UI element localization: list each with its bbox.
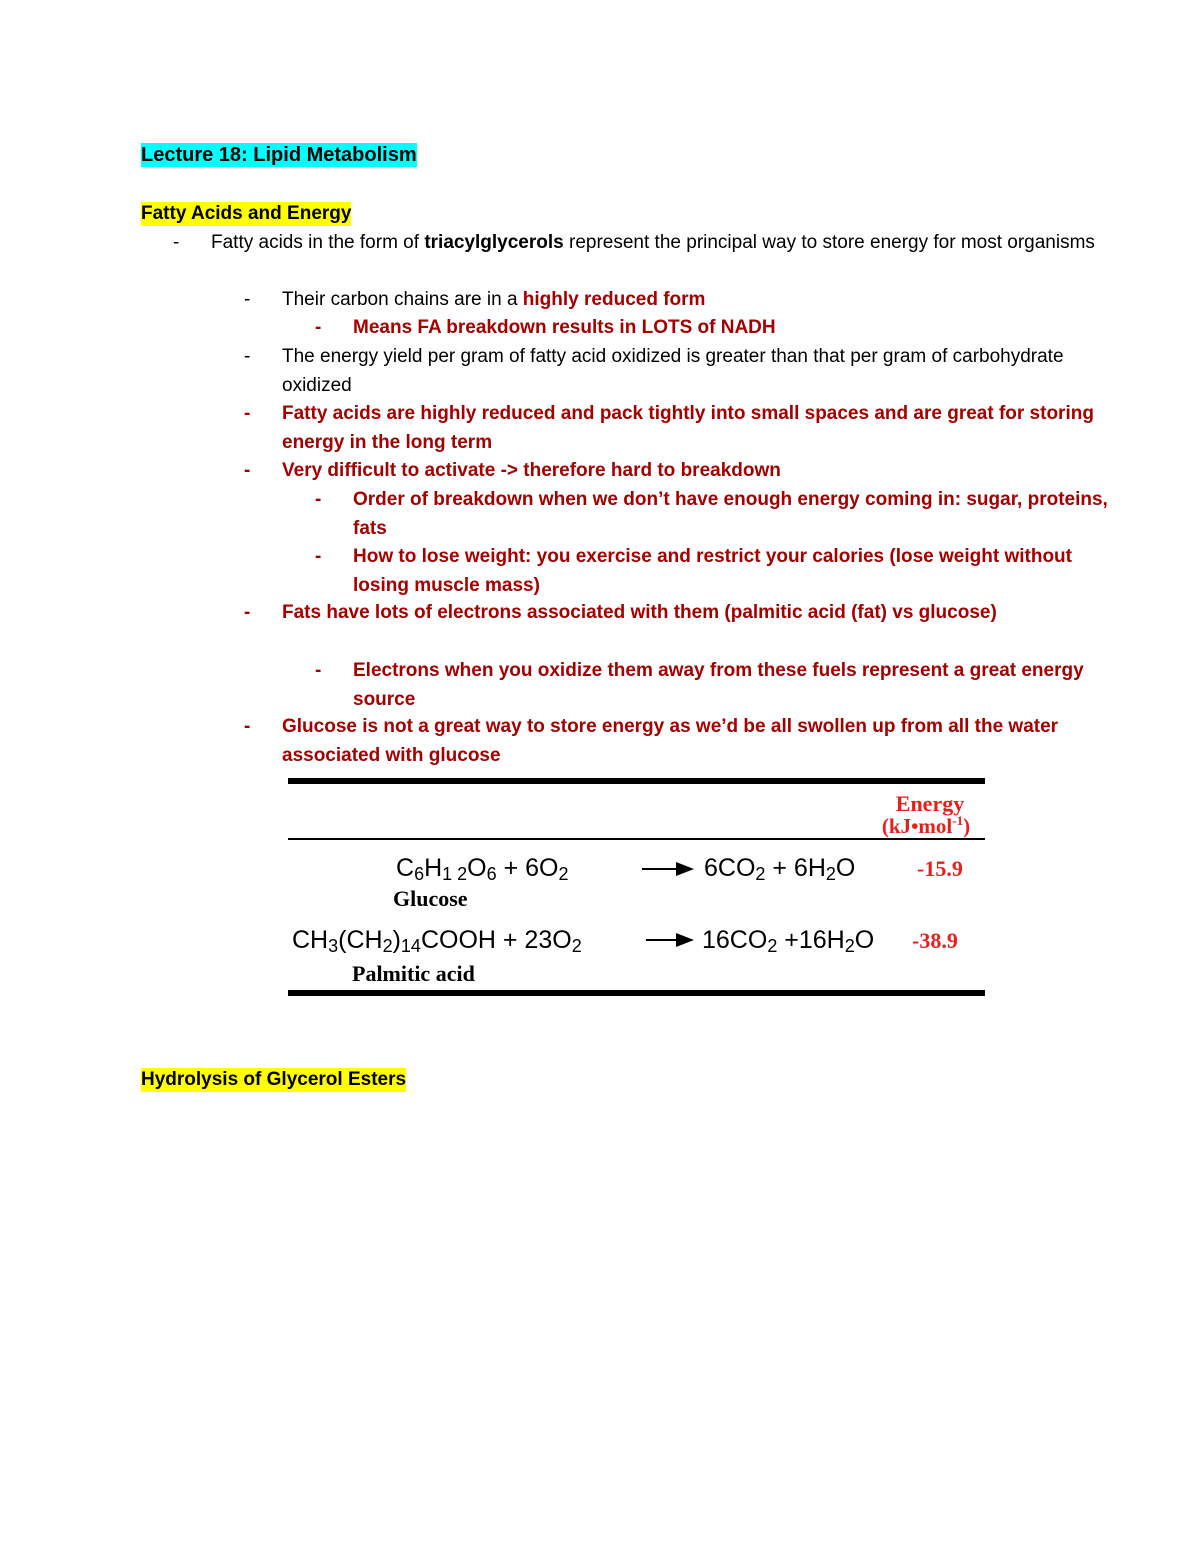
- bullet-dash: -: [315, 546, 322, 567]
- glucose-equation-rhs: 6CO2 + 6H2O: [704, 854, 856, 884]
- bullet-dash: -: [244, 289, 251, 310]
- bullet-dash: -: [315, 489, 322, 510]
- section-heading-fatty-acids: Fatty Acids and Energy: [141, 203, 352, 224]
- palmitic-label: Palmitic acid: [352, 961, 475, 986]
- arrow-icon: [646, 933, 694, 947]
- bullet-fats-electrons: - Fats have lots of electrons associated with them (palmitic acid (fat) vs glucose): [282, 599, 1112, 628]
- bullet-glucose-storage: - Glucose is not a great way to store energy as we’d be all swollen up from all the water associated with glucose: [282, 713, 1112, 770]
- bullet-difficult-activate: - Very difficult to activate -> therefore hard to breakdown: [282, 457, 1112, 486]
- bullet-carbon-chains: - Their carbon chains are in a highly reduced form: [282, 286, 1112, 315]
- bullet-dash: -: [244, 346, 251, 367]
- bottom-rule: [288, 990, 985, 996]
- bullet-highly-reduced: - Fatty acids are highly reduced and pack tightly into small spaces and are great for storing energy in the long term: [282, 400, 1112, 457]
- oxidation-energy-table: [284, 776, 988, 1002]
- bullet-dash: -: [315, 317, 322, 338]
- bullet-energy-yield: - The energy yield per gram of fatty acid oxidized is greater than that per gram of carbohydrate oxidized: [282, 343, 1112, 400]
- bullet-order-breakdown: - Order of breakdown when we don’t have enough energy coming in: sugar, proteins, fats: [353, 486, 1113, 543]
- arrow-icon: [642, 862, 694, 876]
- palmitic-energy-value: -38.9: [912, 928, 958, 953]
- bullet-lose-weight: - How to lose weight: you exercise and restrict your calories (lose weight without losing muscle mass): [353, 543, 1113, 600]
- bullet-triacylglycerols: - Fatty acids in the form of triacylglycerols represent the principal way to store energy for most organisms: [211, 229, 1111, 258]
- energy-unit: (kJ•mol$^{-1}$): [881, 813, 971, 838]
- bullet-dash: -: [244, 403, 251, 424]
- header-rule: [288, 838, 985, 840]
- glucose-energy-value: -15.9: [917, 856, 963, 881]
- palmitic-equation-lhs: CH3(CH2)14COOH + 23O2: [292, 926, 582, 956]
- bullet-electrons-oxidize: - Electrons when you oxidize them away from these fuels represent a great energy source: [353, 657, 1113, 714]
- glucose-equation-lhs: C6H1 2O6 + 6O2: [396, 854, 569, 884]
- energy-header: Energy: [895, 791, 965, 816]
- bullet-dash: -: [244, 460, 251, 481]
- section-heading-hydrolysis: Hydrolysis of Glycerol Esters: [141, 1069, 407, 1090]
- bullet-dash: -: [315, 660, 322, 681]
- bullet-dash: -: [244, 602, 251, 623]
- bullet-dash: -: [173, 232, 180, 253]
- bullet-dash: -: [244, 716, 251, 737]
- bullet-nadh: - Means FA breakdown results in LOTS of NADH: [353, 314, 1113, 343]
- page-title: Lecture 18: Lipid Metabolism: [141, 144, 417, 166]
- top-rule: [288, 778, 985, 784]
- palmitic-equation-rhs: 16CO2 +16H2O: [702, 926, 875, 956]
- glucose-label: Glucose: [393, 886, 468, 911]
